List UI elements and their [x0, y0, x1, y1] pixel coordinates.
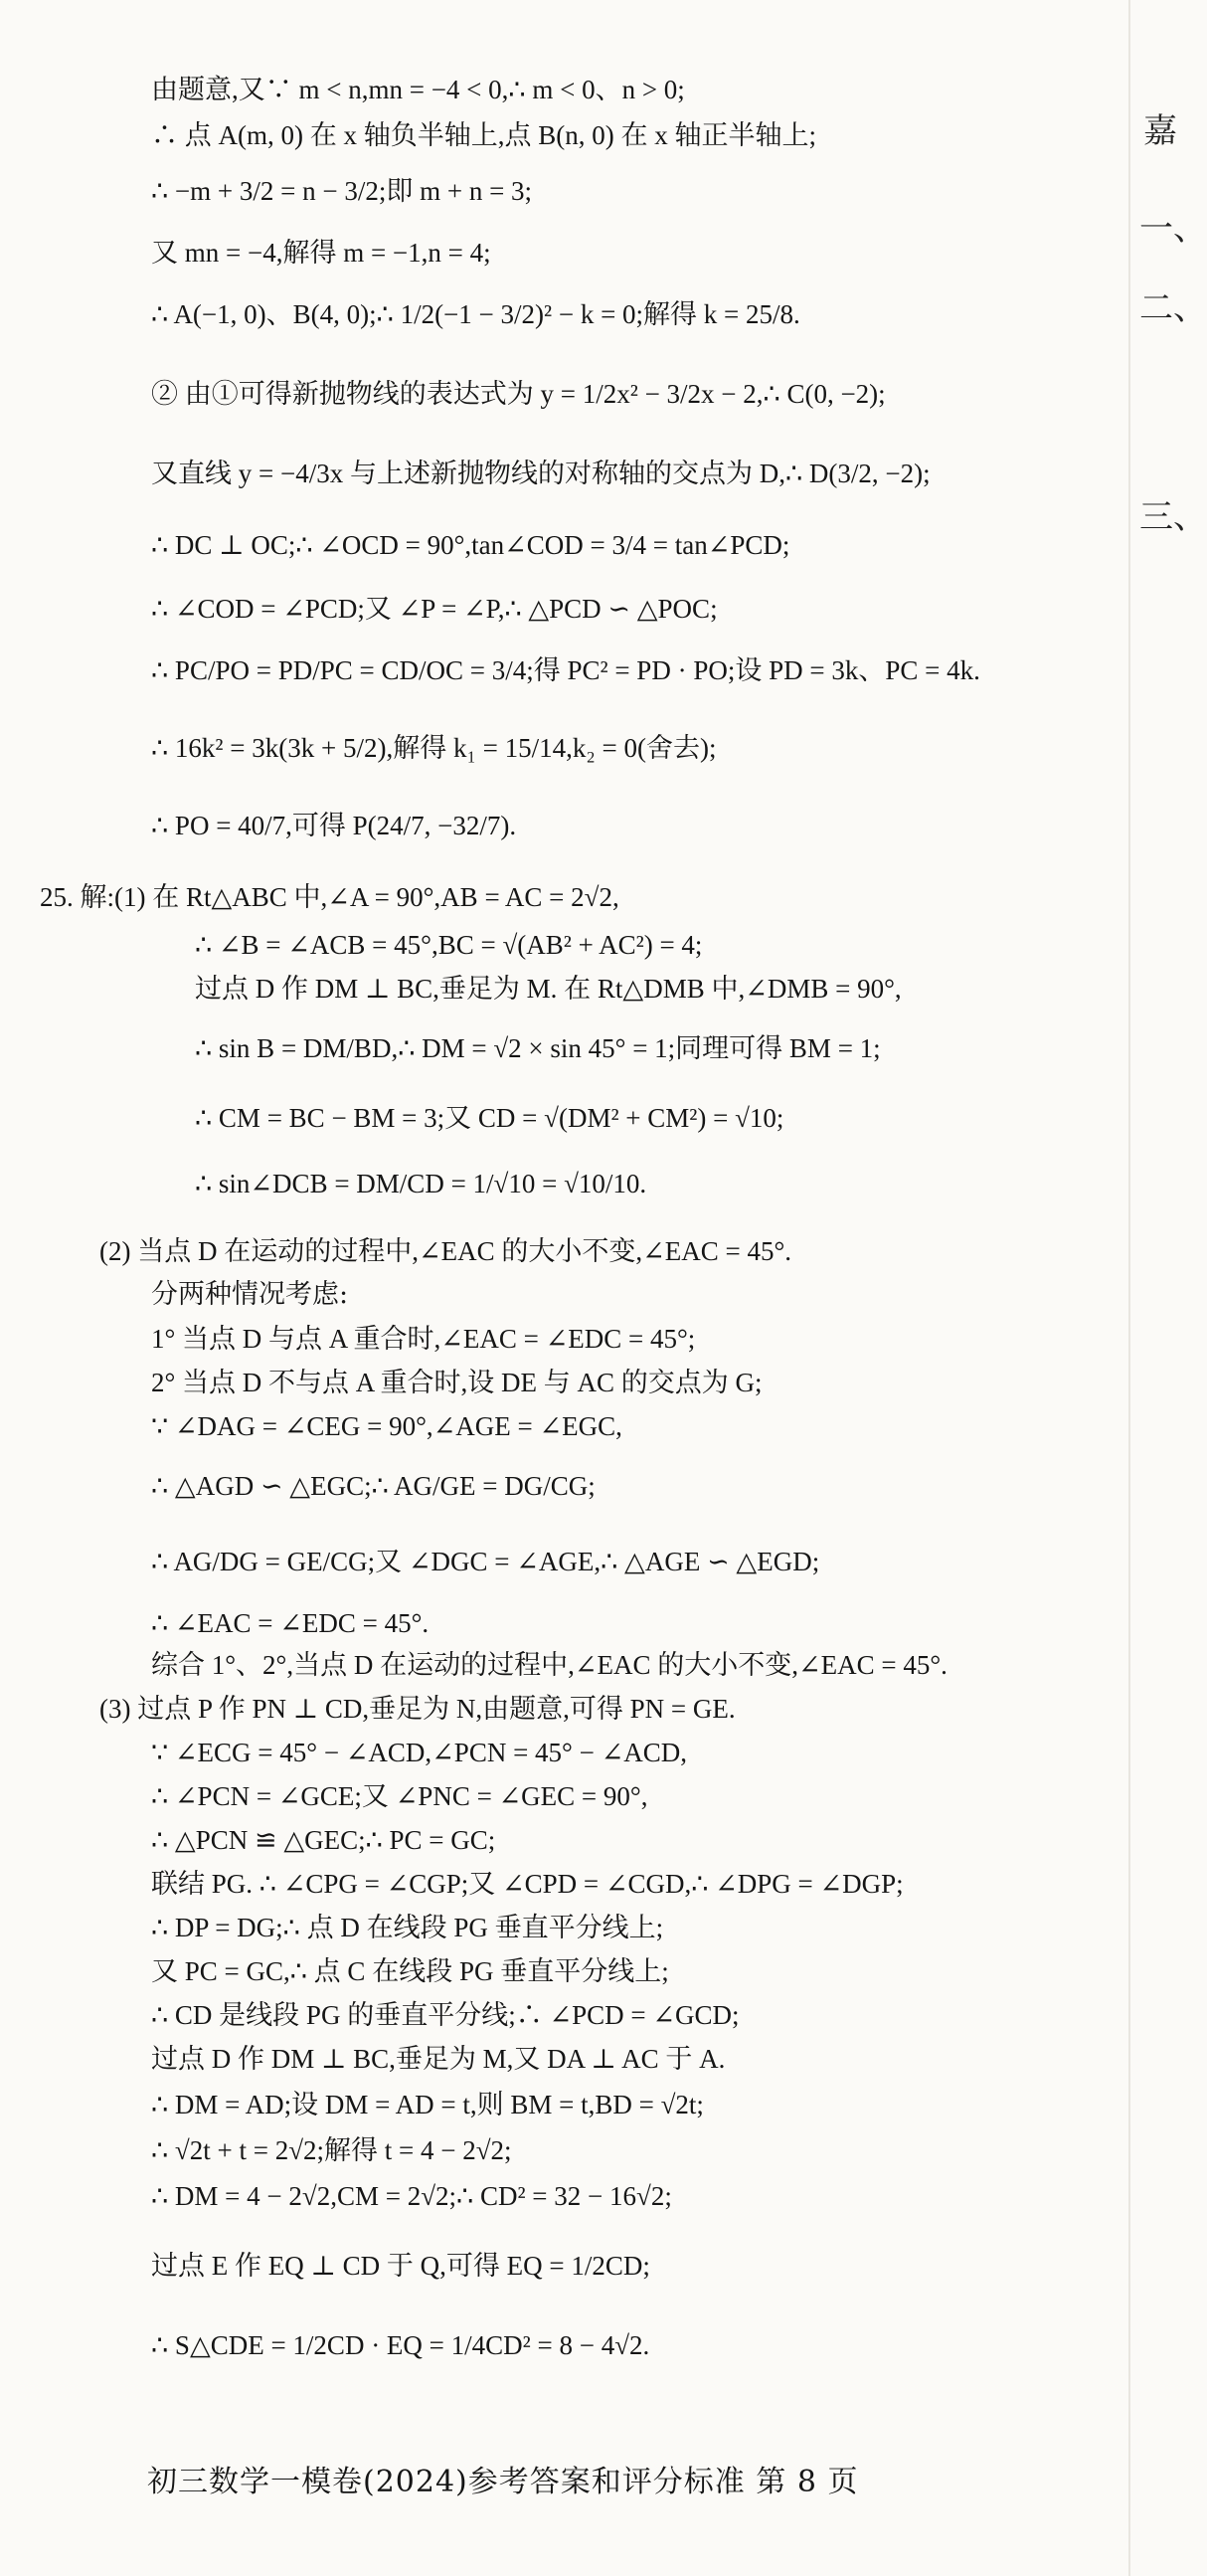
text-line: ∴ 16k² = 3k(3k + 5/2),解得 k₁ = 15/14,k₂ = 0(舍去);: [151, 733, 717, 763]
text-line: ∴ DM = 4 − 2√2,CM = 2√2;∴ CD² = 32 − 16√2;: [151, 2181, 672, 2211]
text-line: ∴ CM = BC − BM = 3;又 CD = √(DM² + CM²) = √10;: [195, 1103, 784, 1133]
text-line: 过点 D 作 DM ⊥ BC,垂足为 M,又 DA ⊥ AC 于 A.: [151, 2044, 726, 2074]
text-line: ∴ S△CDE = 1/2CD · EQ = 1/4CD² = 8 − 4√2.: [151, 2330, 650, 2360]
text-line: ∴ √2t + t = 2√2;解得 t = 4 − 2√2;: [151, 2135, 512, 2165]
text-line: ② 由①可得新抛物线的表达式为 y = 1/2x² − 3/2x − 2,∴ C(0, −2);: [151, 379, 886, 409]
text-line: 分两种情况考虑:: [151, 1279, 349, 1310]
text-line: 1° 当点 D 与点 A 重合时,∠EAC = ∠EDC = 45°;: [151, 1324, 696, 1354]
edge-mark: 三、: [1139, 497, 1207, 537]
text-line: ∴ DP = DG;∴ 点 D 在线段 PG 垂直平分线上;: [151, 1913, 664, 1942]
text-line: ∴ △PCN ≌ △GEC;∴ PC = GC;: [151, 1825, 496, 1855]
part-2-heading: (2) 当点 D 在运动的过程中,∠EAC 的大小不变,∠EAC = 45°.: [99, 1236, 792, 1266]
text-line: ∴ sin∠DCB = DM/CD = 1/√10 = √10/10.: [195, 1169, 647, 1198]
edge-mark: 嘉: [1143, 111, 1177, 151]
edge-mark: 二、: [1139, 288, 1207, 328]
text-line: 又直线 y = −4/3x 与上述新抛物线的对称轴的交点为 D,∴ D(3/2, −2);: [151, 459, 931, 488]
text-line: 2° 当点 D 不与点 A 重合时,设 DE 与 AC 的交点为 G;: [151, 1368, 763, 1397]
page-gutter: [1128, 0, 1130, 2576]
part-3-heading: (3) 过点 P 作 PN ⊥ CD,垂足为 N,由题意,可得 PN = GE.: [99, 1694, 736, 1724]
text-line: 联结 PG. ∴ ∠CPG = ∠CGP;又 ∠CPD = ∠CGD,∴ ∠DPG = ∠DGP;: [151, 1869, 904, 1899]
text-line: ∵ ∠ECG = 45° − ∠ACD,∠PCN = 45° − ∠ACD,: [151, 1738, 687, 1767]
text-line: ∴ DM = AD;设 DM = AD = t,则 BM = t,BD = √2t;: [151, 2090, 704, 2119]
text-line: 过点 D 作 DM ⊥ BC,垂足为 M. 在 Rt△DMB 中,∠DMB = 90°,: [195, 974, 902, 1004]
text-line: ∴ PC/PO = PD/PC = CD/OC = 3/4;得 PC² = PD · PO;设 PD = 3k、PC = 4k.: [151, 655, 980, 685]
text-line: ∴ DC ⊥ OC;∴ ∠OCD = 90°,tan∠COD = 3/4 = tan∠PCD;: [151, 530, 790, 560]
text-line: ∴ ∠B = ∠ACB = 45°,BC = √(AB² + AC²) = 4;: [195, 930, 703, 960]
page-footer: 初三数学一模卷(2024)参考答案和评分标准 第 8 页: [147, 2465, 859, 2499]
text-line: ∴ PO = 40/7,可得 P(24/7, −32/7).: [151, 811, 517, 840]
text-line: ∴ △AGD ∽ △EGC;∴ AG/GE = DG/CG;: [151, 1471, 596, 1501]
question-25-heading: 25. 解:(1) 在 Rt△ABC 中,∠A = 90°,AB = AC = 2√2,: [40, 882, 619, 912]
text-line: ∴ 点 A(m, 0) 在 x 轴负半轴上,点 B(n, 0) 在 x 轴正半轴上;: [151, 120, 816, 150]
text-line: 过点 E 作 EQ ⊥ CD 于 Q,可得 EQ = 1/2CD;: [151, 2251, 650, 2281]
text-line: ∴ A(−1, 0)、B(4, 0);∴ 1/2(−1 − 3/2)² − k = 0;解得 k = 25/8.: [151, 299, 800, 329]
text-line: ∴ −m + 3/2 = n − 3/2;即 m + n = 3;: [151, 176, 533, 206]
text-line: ∴ AG/DG = GE/CG;又 ∠DGC = ∠AGE,∴ △AGE ∽ △EGD;: [151, 1547, 820, 1576]
text-line: 由题意,又∵ m < n,mn = −4 < 0,∴ m < 0、n > 0;: [151, 75, 685, 104]
text-line: 综合 1°、2°,当点 D 在运动的过程中,∠EAC 的大小不变,∠EAC = 45°.: [151, 1650, 948, 1680]
text-line: ∴ sin B = DM/BD,∴ DM = √2 × sin 45° = 1;同理可得 BM = 1;: [195, 1033, 881, 1063]
text-line: ∴ ∠PCN = ∠GCE;又 ∠PNC = ∠GEC = 90°,: [151, 1781, 648, 1811]
text-line: ∵ ∠DAG = ∠CEG = 90°,∠AGE = ∠EGC,: [151, 1411, 622, 1441]
text-line: 又 PC = GC,∴ 点 C 在线段 PG 垂直平分线上;: [151, 1956, 669, 1986]
text-line: 又 mn = −4,解得 m = −1,n = 4;: [151, 238, 491, 268]
text-line: ∴ ∠EAC = ∠EDC = 45°.: [151, 1608, 430, 1638]
edge-mark: 一、: [1139, 209, 1207, 249]
text-line: ∴ ∠COD = ∠PCD;又 ∠P = ∠P,∴ △PCD ∽ △POC;: [151, 594, 718, 624]
text-line: ∴ CD 是线段 PG 的垂直平分线;∴ ∠PCD = ∠GCD;: [151, 2000, 740, 2030]
